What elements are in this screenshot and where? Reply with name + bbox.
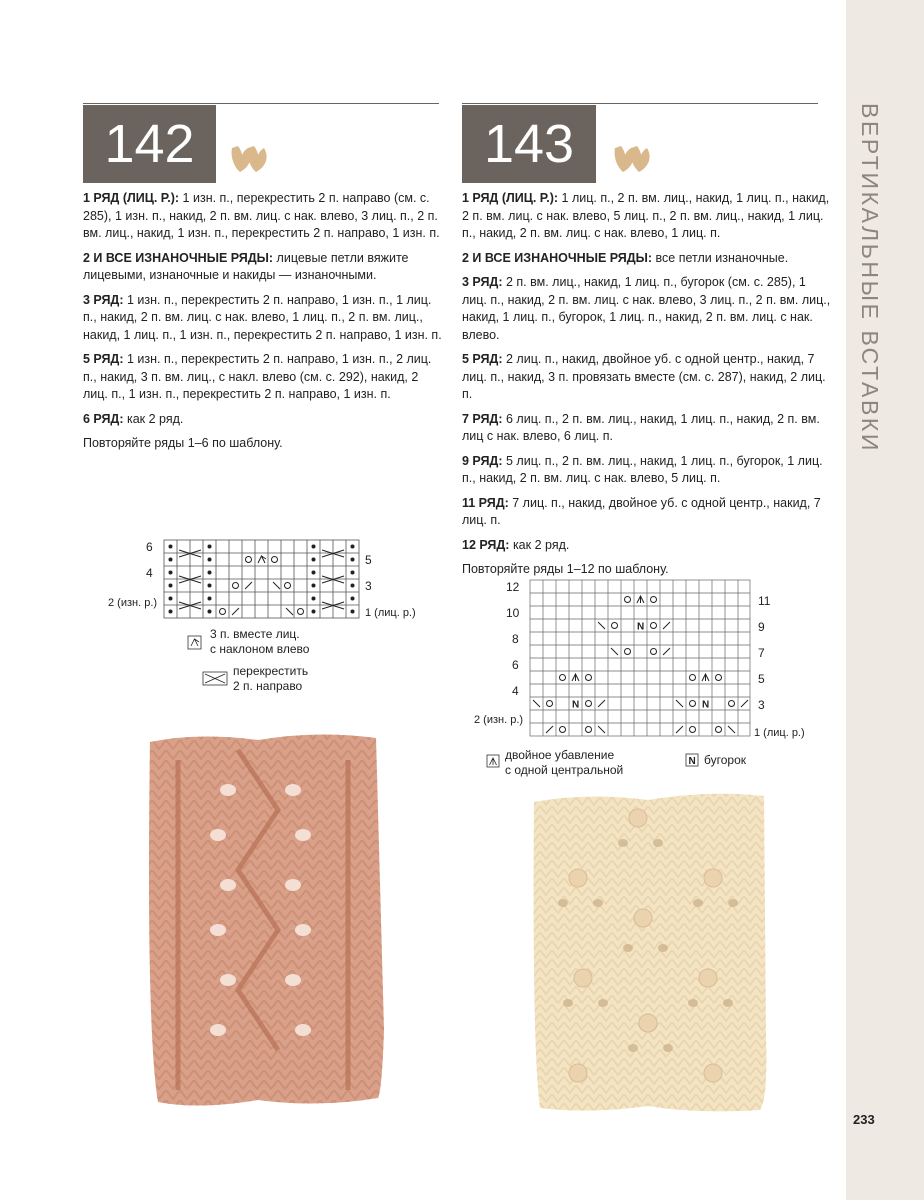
legend-line: двойное убавление [505,748,615,762]
svg-text:N: N [572,699,580,711]
chart-row-label: 4 [512,684,519,698]
page-number: 233 [853,1112,875,1127]
row-instruction: 11 РЯД: 7 лиц. п., накид, двойное уб. с одной центр., накид, 7 лиц. п. [462,495,821,527]
legend-line: 3 п. вместе лиц. [210,627,300,641]
row-instruction: 3 РЯД: 1 изн. п., перекрестить 2 п. направо, 1 изн. п., 1 лиц. п., накид, 2 п. вм. лиц. с нак. влево, 1 лиц. п., 2 п. вм. лиц., накид, 1 лиц. п., 1 изн. п., перекрестить 2 п. направо, 1 изн. п. [83,292,442,342]
needles-difficulty-icon [612,142,662,176]
row-instruction: 7 РЯД: 6 лиц. п., 2 п. вм. лиц., накид, 1 лиц. п., накид, 2 п. вм. лиц с нак. влево, 6 лиц. п. [462,411,820,443]
svg-text:N: N [688,756,696,767]
chart-row-label: 4 [146,566,153,580]
row-instruction: 1 РЯД (ЛИЦ. Р.): 1 лиц. п., 2 п. вм. лиц., накид, 1 лиц. п., накид, 2 п. вм. лиц. с нак. влево, 5 лиц. п., 2 п. вм. лиц., накид, 1 лиц. п., накид, 2 п. вм. лиц. с нак. влево, 1 лиц. п. [462,191,830,240]
chart-row-label: 11 [758,594,771,608]
chart-143 [470,575,840,785]
instructions-143 [462,190,832,586]
chart-row-label: 9 [758,620,765,634]
pattern-number-142: 142 [83,105,216,183]
pattern-number-143: 143 [462,105,596,183]
chart-row-label: 1 (лиц. р.) [365,607,416,619]
row-instruction: 5 РЯД: 1 изн. п., перекрестить 2 п. направо, 1 изн. п., 2 лиц. п., накид, 3 п. вм. лиц., с накл. влево (см. с. 292), накид, 2 лиц. п., 1 изн. п., перекрестить 2 п. направо, 1 изн. п. [83,352,432,401]
legend-line: с наклоном влево [210,642,310,656]
chart-row-label: 8 [512,632,519,646]
row-instruction: 12 РЯД: как 2 ряд. [462,537,570,552]
repeat-note: Повторяйте ряды 1–12 по шаблону. [462,562,669,576]
chart-row-label: 5 [758,672,765,686]
chart-row-label: 10 [506,606,520,620]
row-instruction: 2 И ВСЕ ИЗНАНОЧНЫЕ РЯДЫ: лицевые петли вяжите лицевыми, изнаночные и накиды — изнаночными. [83,250,409,282]
svg-text:N: N [702,699,710,711]
chart-row-label: 7 [758,646,765,660]
chart-142 [100,535,440,695]
chart-row-label: 6 [146,540,153,554]
chart-row-label: 1 (лиц. р.) [754,727,805,739]
instructions-142 [83,190,443,460]
section-title-vertical: ВЕРТИКАЛЬНЫЕ ВСТАВКИ [857,103,883,454]
legend-line: перекрестить [233,664,309,678]
legend-line: бугорок [704,753,746,767]
row-instruction: 9 РЯД: 5 лиц. п., 2 п. вм. лиц., накид, 1 лиц. п., бугорок, 1 лиц. п., накид, 2 п. вм. лиц. с нак. влево, 5 лиц. п. [462,453,823,485]
knit-sample-142 [138,730,388,1110]
row-instruction: 2 И ВСЕ ИЗНАНОЧНЫЕ РЯДЫ: все петли изнаночные. [462,250,789,265]
chart-row-label: 3 [365,579,372,593]
chart-row-label: 12 [506,580,520,594]
row-instruction: 6 РЯД: как 2 ряд. [83,411,184,426]
legend-line: с одной центральной [505,763,624,777]
row-instruction: 3 РЯД: 2 п. вм. лиц., накид, 1 лиц. п., бугорок (см. с. 285), 1 лиц. п., накид, 2 п. вм. лиц. с нак. влево, 3 лиц. п., 2 п. вм. лиц., накид, 1 лиц. п., бугорок, 1 лиц. п., накид, 2 п. вм. лиц. с нак. влево. [462,275,831,342]
repeat-note: Повторяйте ряды 1–6 по шаблону. [83,436,283,450]
chart-row-label: 2 (изн. р.) [474,714,524,726]
row-instruction: 5 РЯД: 2 лиц. п., накид, двойное уб. с одной центр., накид, 7 лиц. п., накид, 3 п. провязать вместе (см. с. 287), накид, 2 лиц. п. [462,352,826,401]
chart-row-label: 5 [365,553,372,567]
column-rule-142 [83,103,439,104]
chart-row-label: 2 (изн. р.) [108,597,158,609]
row-instruction: 1 РЯД (ЛИЦ. Р.): 1 изн. п., перекрестить 2 п. направо (см. с. 285), 1 изн. п., накид, 2 п. вм. лиц. с нак. влево, 3 лиц. п., 2 п. вм. лиц., накид, 1 изн. п., перекрестить 2 п. направо, 1 изн. п. [83,191,440,240]
svg-text:N: N [637,621,645,633]
knit-sample-143 [528,788,773,1118]
needles-difficulty-icon [229,142,279,176]
chart-row-label: 3 [758,698,765,712]
legend-line: 2 п. направо [233,679,303,693]
chart-row-label: 6 [512,658,519,672]
column-rule-143 [462,103,818,104]
